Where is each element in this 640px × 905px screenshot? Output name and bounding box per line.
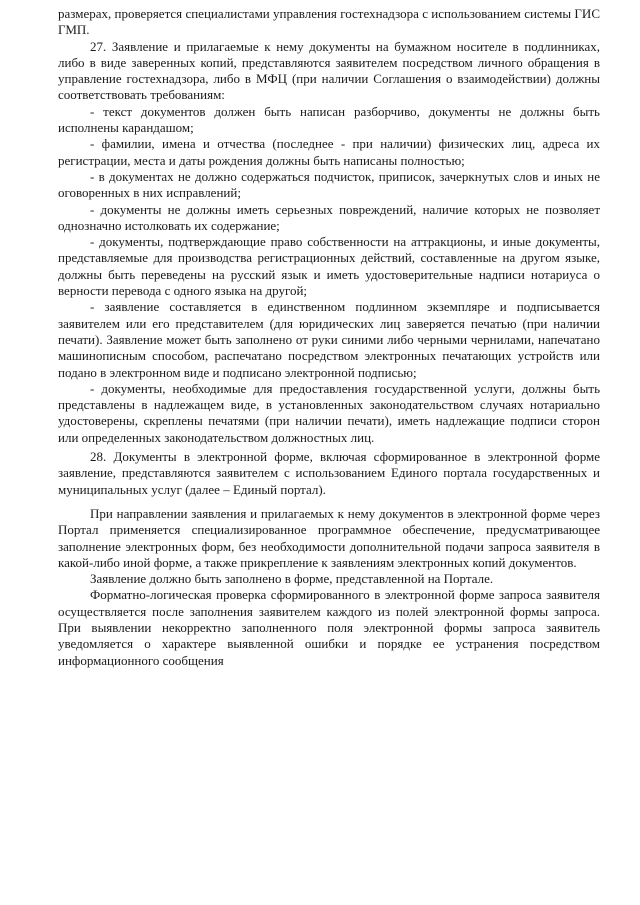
paragraph-portal-form: Заявление должно быть заполнено в форме, представленной на Портале. <box>90 571 494 587</box>
requirement-single-original: - заявление составляется в единственном подлинном экземпляре и подписывается заявителем или его представителем (для юридических лиц заверяется печатью (при наличии печати). Заявление может быть заполнено от руки синими либо черными чернилами, напечатано машинописным способом, распечатано посредством электронных печатающих устройств или подано в электронном виде и подписано электронной подписью; <box>58 299 600 380</box>
paragraph-format-check: Форматно-логическая проверка сформированного в электронной форме запроса заявителя осуществляется после заполнения заявителем каждого из полей электронной формы запроса. При выявлении некорректно заполненного поля электронной формы запроса заявитель уведомляется о характере выявленной ошибки и порядке ее устранения посредством информационного сообщения <box>58 587 600 668</box>
requirement-proper-form: - документы, необходимые для предоставления государственной услуги, должны быть представлены в надлежащем виде, в установленных законодательством случаях нотариально удостоверены, скреплены печатями (при наличии печати), иметь надлежащие подписи сторон или определенных законодательством должностных лиц. <box>58 380 600 445</box>
paragraph-28: 28. Документы в электронной форме, включая сформированное в электронной форме заявление, представляются заявителем с использованием Единого портала государственных и муниципальных услуг (далее – Единый портал). <box>58 449 600 497</box>
paragraph-27-intro: 27. Заявление и прилагаемые к нему документы на бумажном носителе в подлинниках, либо в виде заверенных копий, представляются заявителем посредством личного обращения в управление гостехнадзора, либо в МФЦ (при наличии Соглашения о взаимодействии) должны соответствовать требованиям: <box>58 38 600 103</box>
paragraph-portal-submission: При направлении заявления и прилагаемых к нему документов в электронной форме через Портал применяется специализированное программное обеспечение, предусматривающее заполнение электронных форм, без необходимости дополнительной подачи запроса заявителя в какой-либо иной форме, а также прикрепление к заявлениям электронных копий документов. <box>58 505 600 570</box>
requirement-full-names: - фамилии, имена и отчества (последнее - при наличии) физических лиц, адреса их регистрации, места и даты рождения должны быть написаны полностью; <box>58 136 600 168</box>
requirement-legible-text: - текст документов должен быть написан разборчиво, документы не должны быть исполнены карандашом; <box>58 103 600 136</box>
requirement-no-damage: - документы не должны иметь серьезных повреждений, наличие которых не позволяет однозначно истолковать их содержание; <box>58 201 600 233</box>
requirement-translation: - документы, подтверждающие право собственности на аттракционы, и иные документы, представляемые для производства регистрационных действий, составленные на другом языке, должны быть переведены на русский язык и иметь удостоверительные надписи нотариуса о верности перевода с одного языка на другой; <box>58 234 600 299</box>
requirement-no-erasures: - в документах не должно содержаться подчисток, приписок, зачеркнутых слов и иных не оговоренных в них исправлений; <box>58 168 600 201</box>
paragraph-continuation: размерах, проверяется специалистами управления гостехнадзора с использованием системы ГИС ГМП. <box>58 6 600 38</box>
